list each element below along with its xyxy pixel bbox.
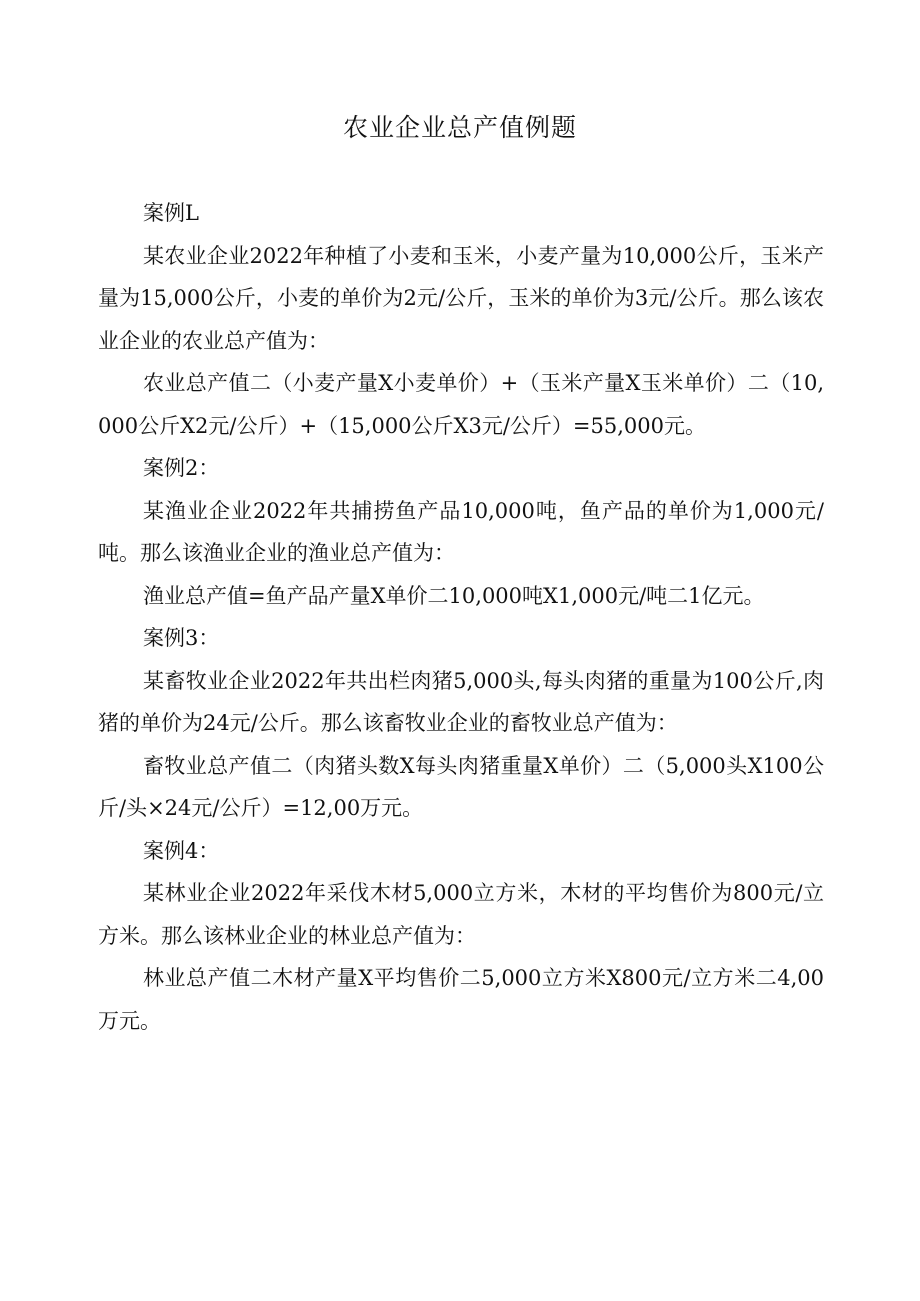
case-3-description: 某畜牧业企业2022年共出栏肉猪5,000头,每头肉猪的重量为100公斤,肉猪的单价为24元/公斤。那么该畜牧业企业的畜牧业总产值为： bbox=[98, 668, 824, 735]
case-3-formula: 畜牧业总产值二（肉猪头数X每头肉猪重量X单价）二（5,000头X100公斤/头×24元/公斤）=12,00万元。 bbox=[98, 753, 824, 820]
case-1-formula: 农业总产值二（小麦产量X小麦单价）+（玉米产量X玉米单价）二（10,000公斤X2元/公斤）+（15,000公斤X3元/公斤）=55,000元。 bbox=[98, 371, 824, 438]
case-1-description: 某农业企业2022年种植了小麦和玉米，小麦产量为10,000公斤，玉米产量为15,000公斤，小麦的单价为2元/公斤，玉米的单价为3元/公斤。那么该农业企业的农业总产值为： bbox=[98, 243, 824, 353]
case-4-formula: 林业总产值二木材产量X平均售价二5,000立方米X800元/立方米二4,00万元。 bbox=[98, 966, 824, 1033]
case-3-heading: 案例3： bbox=[143, 626, 220, 650]
case-2-description: 某渔业企业2022年共捕捞鱼产品10,000吨，鱼产品的单价为1,000元/吨。那么该渔业企业的渔业总产值为： bbox=[98, 498, 824, 565]
case-4-description: 某林业企业2022年采伐木材5,000立方米，木材的平均售价为800元/立方米。那么该林业企业的林业总产值为： bbox=[98, 881, 824, 948]
case-2-heading: 案例2： bbox=[143, 456, 220, 480]
case-1-heading: 案例L bbox=[143, 201, 199, 225]
case-4-heading: 案例4： bbox=[143, 838, 220, 863]
page-title: 农业企业总产值例题 bbox=[342, 113, 577, 142]
document-body bbox=[98, 192, 824, 1042]
case-2-formula: 渔业总产值=鱼产品产量X单价二10,000吨X1,000元/吨二1亿元。 bbox=[143, 583, 765, 608]
